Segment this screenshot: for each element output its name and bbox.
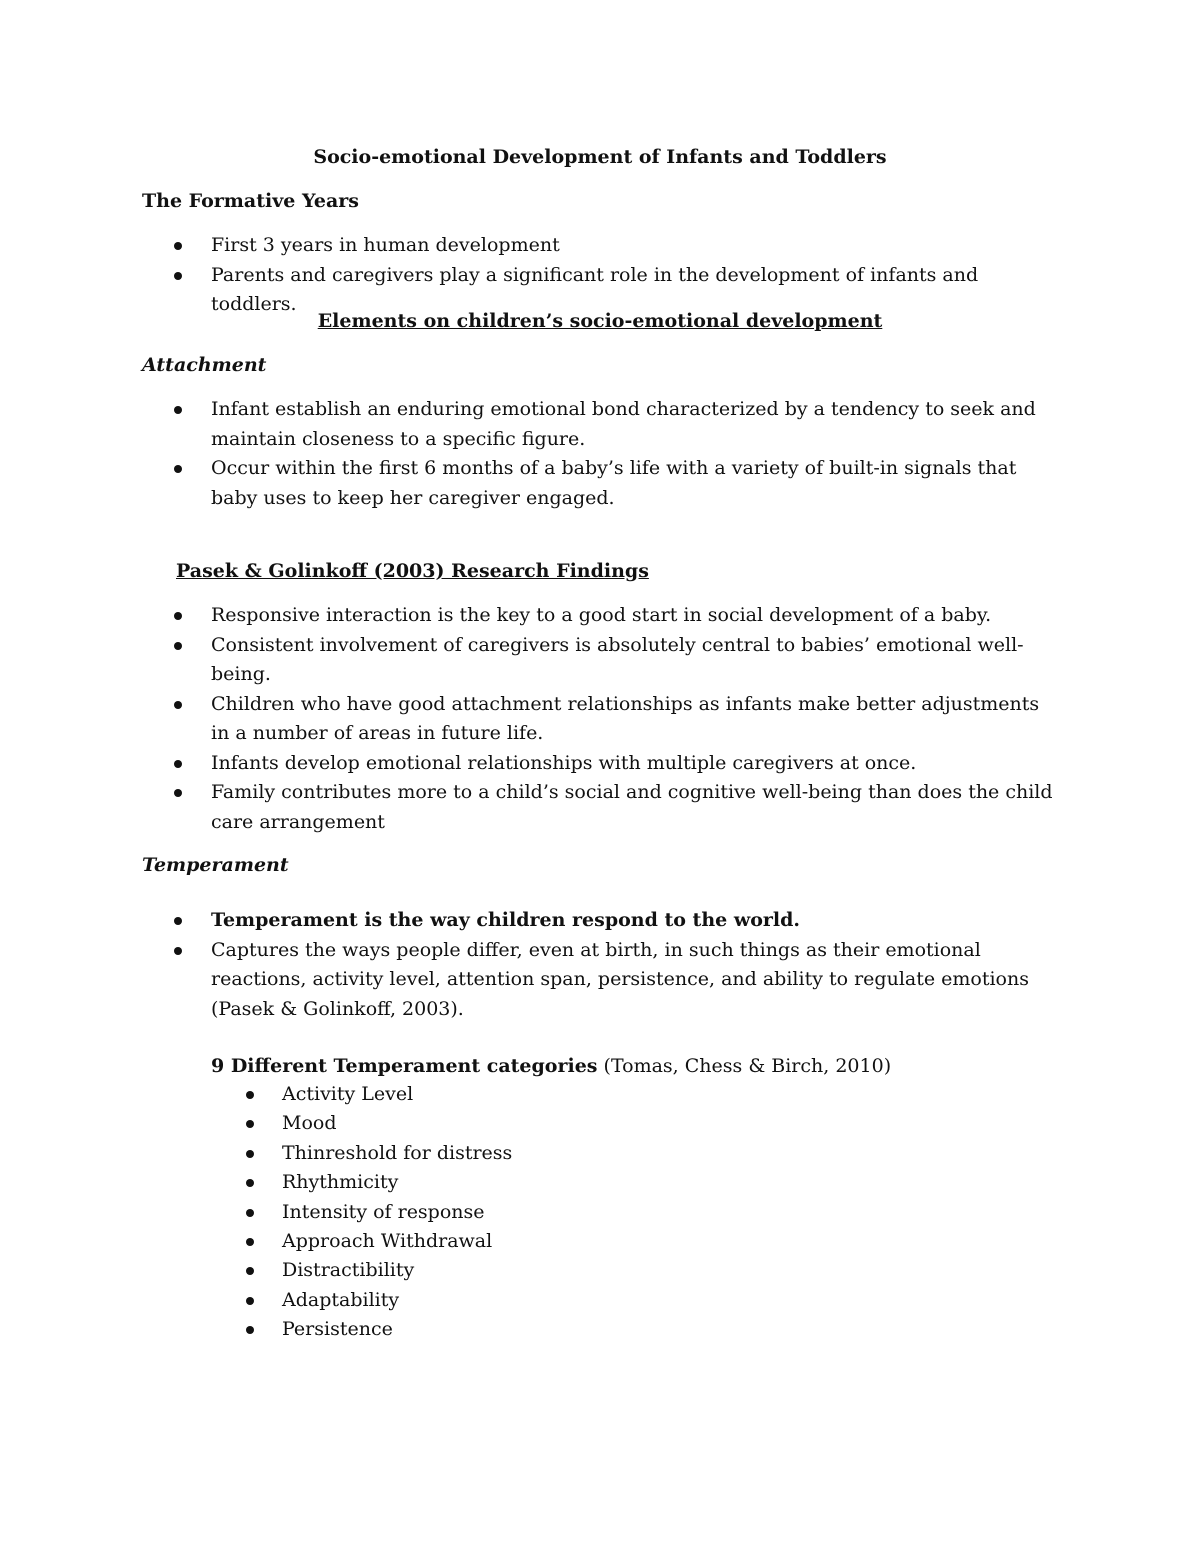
attachment-list xyxy=(211,395,1056,513)
list-item: Adaptability xyxy=(282,1286,982,1315)
list-item: Captures the ways people differ, even at birth, in such things as their emotional reactions, activity level, attention span, persistence, and ability to regulate emotions (Pasek & Golinkoff, 2003). xyxy=(211,936,1056,1025)
list-item: Occur within the first 6 months of a baby’s life with a variety of built-in signals that baby uses to keep her caregiver engaged. xyxy=(211,454,1056,513)
temperament-heading: Temperament xyxy=(142,854,289,876)
list-item: Approach Withdrawal xyxy=(282,1227,982,1256)
list-item: Infants develop emotional relationships with multiple caregivers at once. xyxy=(211,749,1056,779)
list-item: Responsive interaction is the key to a good start in social development of a baby. xyxy=(211,601,1056,631)
list-item: First 3 years in human development xyxy=(211,231,1056,261)
list-item: Distractibility xyxy=(282,1256,982,1285)
formative-years-heading: The Formative Years xyxy=(142,190,359,212)
list-item: Temperament is the way children respond to the world. xyxy=(211,906,1056,936)
list-item: Parents and caregivers play a significant role in the development of infants and toddlers. xyxy=(211,261,1056,320)
list-item: Rhythmicity xyxy=(282,1168,982,1197)
list-item: Persistence xyxy=(282,1315,982,1344)
list-item: Mood xyxy=(282,1109,982,1138)
list-item: Children who have good attachment relationships as infants make better adjustments in a number of areas in future life. xyxy=(211,690,1056,749)
temperament-categories-title xyxy=(211,1053,891,1079)
temperament-list xyxy=(211,906,1056,1024)
document-title: Socio-emotional Development of Infants and Toddlers xyxy=(313,146,887,168)
list-item: Intensity of response xyxy=(282,1198,982,1227)
list-item: Activity Level xyxy=(282,1080,982,1109)
list-item: Family contributes more to a child’s social and cognitive well-being than does the child care arrangement xyxy=(211,778,1056,837)
research-heading: Pasek & Golinkoff (2003) Research Findings xyxy=(176,560,649,582)
elements-heading: Elements on children’s socio-emotional development xyxy=(317,310,883,332)
categories-title: 9 Different Temperament categories xyxy=(211,1055,598,1077)
list-item: Consistent involvement of caregivers is absolutely central to babies’ emotional well-being. xyxy=(211,631,1056,690)
temperament-categories-list xyxy=(282,1080,982,1345)
categories-citation: (Tomas, Chess & Birch, 2010) xyxy=(603,1055,892,1077)
research-list xyxy=(211,601,1056,837)
attachment-heading: Attachment xyxy=(142,354,267,376)
list-item: Thinreshold for distress xyxy=(282,1139,982,1168)
formative-years-list xyxy=(211,231,1056,320)
list-item: Infant establish an enduring emotional bond characterized by a tendency to seek and maintain closeness to a specific figure. xyxy=(211,395,1056,454)
